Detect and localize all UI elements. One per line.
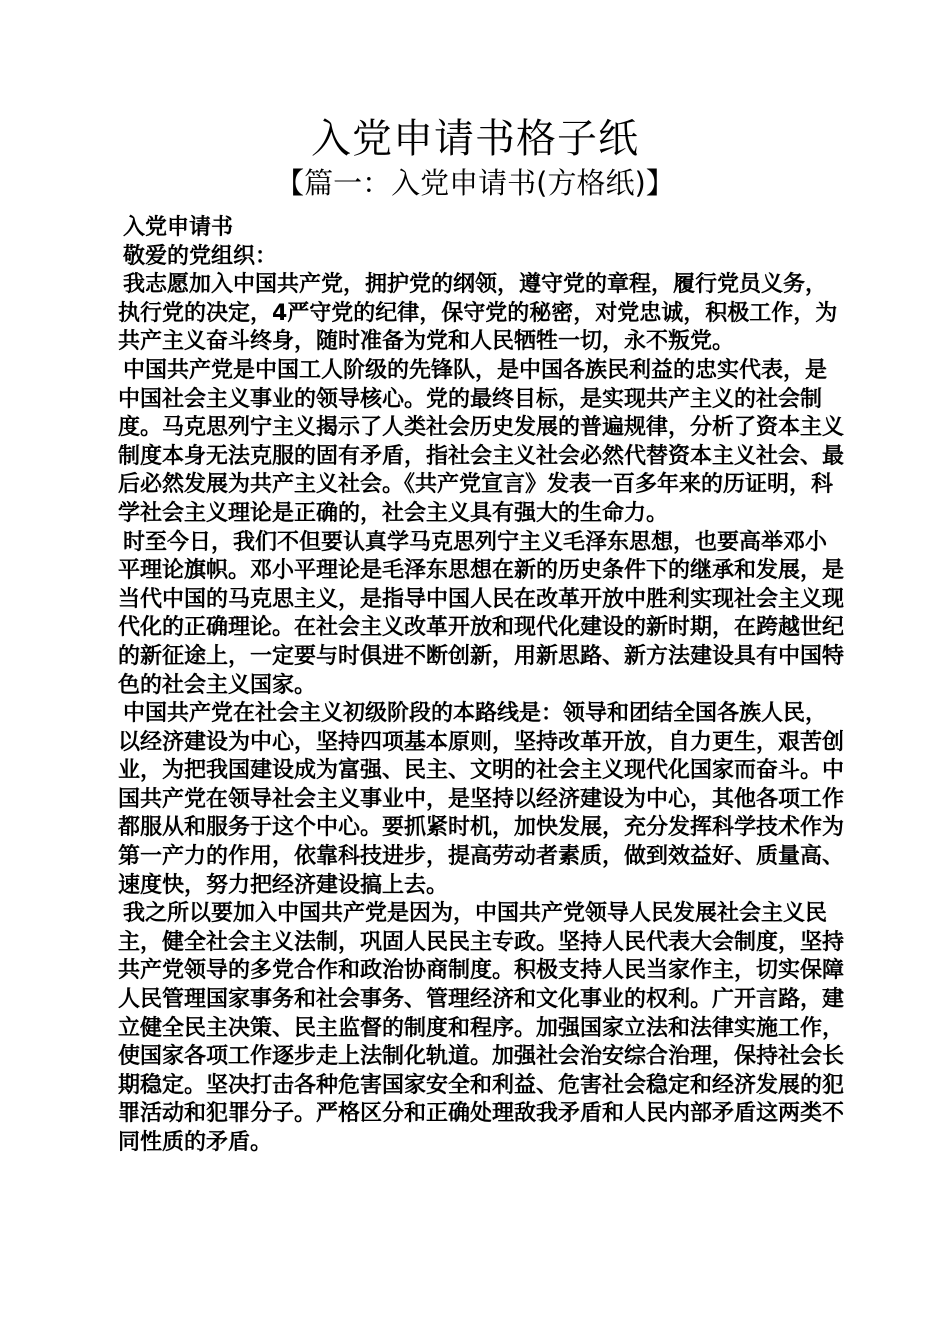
body-paragraph: 我之所以要加入中国共产党是因为，中国共产党领导人民发展社会主义民主，健全社会主义法制，巩固人民民主专政。坚持人民代表大会制度，坚持共产党领导的多党合作和政治协商制度。积极支持人民当家作主，切实保障人民管理国家事务和社会事务、管理经济和文化事业的权利。广开言路，建立健全民主决策、民主监督的制度和程序。加强国家立法和法律实施工作，使国家各项工作逐步走上法制化轨道。加强社会治安综合治理，保持社会长期稳定。坚决打击各种危害国家安全和利益、危害社会稳定和经济发展的犯罪活动和犯罪分子。严格区分和正确处理敌我矛盾和人民内部矛盾这两类不同性质的矛盾。: [118, 901, 845, 1155]
body-paragraph: 我志愿加入中国共产党，拥护党的纲领，遵守党的章程，履行党员义务，执行党的决定，4严守党的纪律，保守党的秘密，对党忠诚，积极工作，为共产主义奋斗终身，随时准备为党和人民牺牲一切，永不叛党。: [118, 272, 838, 355]
letter-salutation: 敬爱的党组织：: [123, 243, 278, 269]
body-paragraph: 中国共产党是中国工人阶级的先锋队，是中国各族民利益的忠实代表，是中国社会主义事业的领导核心。党的最终目标，是实现共产主义的社会制度。马克思列宁主义揭示了人类社会历史发展的普遍规律，分析了资本主义制度本身无法克服的固有矛盾，指社会主义社会必然代替资本主义社会、最后必然发展为共产主义社会。《共产党宣言》发表一百多年来的历证明，科学社会主义理论是正确的，社会主义具有强大的生命力。: [118, 357, 845, 526]
document-body: [118, 214, 844, 1158]
document-title: 入党申请书格子纸: [311, 116, 639, 162]
document-subtitle: 【篇一：入党申请书(方格纸)】: [275, 166, 675, 200]
letter-heading: 入党申请书: [123, 215, 234, 240]
body-paragraph: 时至今日，我们不但要认真学马克思列宁主义毛泽东思想，也要高举邓小平理论旗帜。邓小平理论是毛泽东思想在新的历史条件下的继承和发展，是当代中国的马克思主义，是指导中国人民在改革开放中胜利实现社会主义现代化的正确理论。在社会主义改革开放和现代化建设的新时期，在跨越世纪的新征途上，一定要与时俱进不断创新，用新思路、新方法建设具有中国特色的社会主义国家。: [118, 529, 845, 698]
body-paragraph: 中国共产党在社会主义初级阶段的本路线是：领导和团结全国各族人民，以经济建设为中心，坚持四项基本原则，坚持改革开放，自力更生，艰苦创业，为把我国建设成为富强、民主、文明的社会主义现代化国家而奋斗。中国共产党在领导社会主义事业中，是坚持以经济建设为中心，其他各项工作都服从和服务于这个中心。要抓紧时机，加快发展，充分发挥科学技术作为第一产力的作用，依靠科技进步，提高劳动者素质，做到效益好、质量高、速度快，努力把经济建设搞上去。: [118, 701, 845, 898]
